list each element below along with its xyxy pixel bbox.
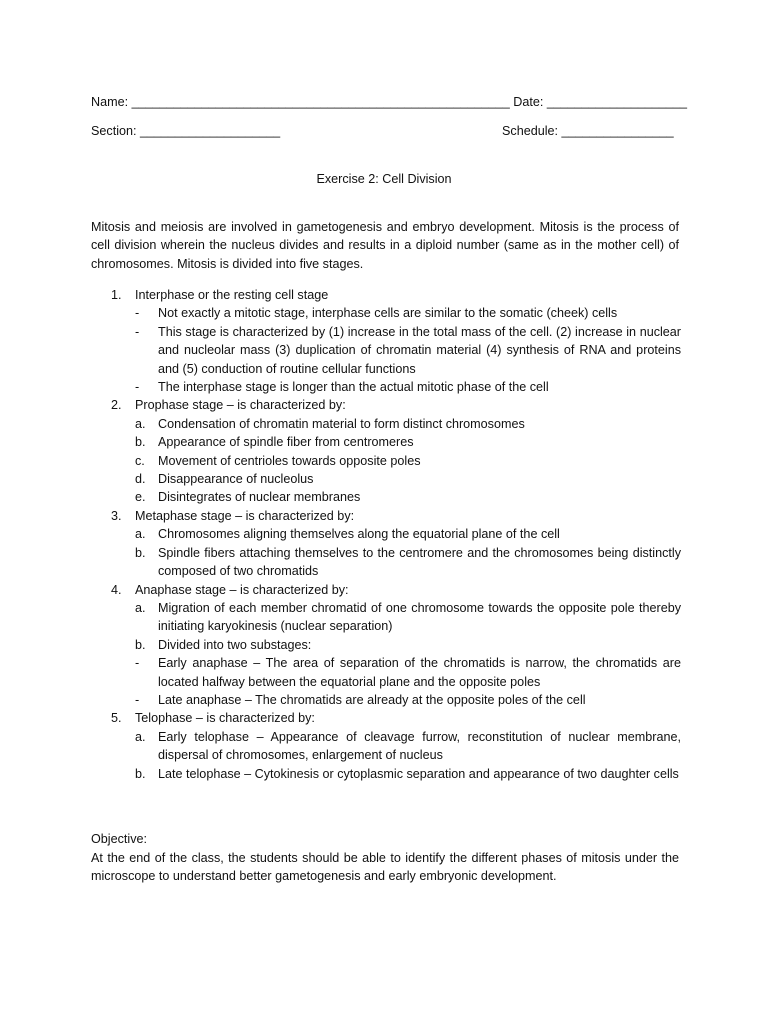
section-line: Section: ____________________ xyxy=(91,124,281,138)
sub-item xyxy=(135,378,681,396)
sub-item-marker: a. xyxy=(135,416,146,431)
sub-item-text: Late anaphase – The chromatids are already at the opposite poles of the cell xyxy=(158,692,586,707)
sub-item-marker: b. xyxy=(135,766,146,781)
sub-item xyxy=(135,452,681,470)
stage-number: 3. xyxy=(111,508,122,523)
page-title: Exercise 2: Cell Division xyxy=(316,172,452,186)
sub-item-marker: d. xyxy=(135,472,146,487)
stage-item xyxy=(91,507,681,581)
stage-number: 4. xyxy=(111,582,122,597)
sub-item-text: The interphase stage is longer than the actual mitotic phase of the cell xyxy=(158,380,549,395)
stage-number: 1. xyxy=(111,288,122,302)
sub-item-text: Movement of centrioles towards opposite poles xyxy=(158,453,421,468)
stage-number: 2. xyxy=(111,398,122,413)
sub-item xyxy=(135,415,681,433)
stage-list xyxy=(91,286,681,783)
sub-item xyxy=(135,765,681,783)
stage-heading: Metaphase stage – is characterized by: xyxy=(135,508,355,523)
sub-item xyxy=(135,544,681,581)
sub-item-text: Early anaphase – The area of separation of the chromatids is narrow, the chromatids are located halfway between the equatorial plane and the opposite poles xyxy=(158,656,681,689)
sub-item-marker: b. xyxy=(135,435,146,450)
stage-item xyxy=(91,709,681,783)
stage-sublist xyxy=(135,415,681,507)
sub-item-text: Early telophase – Appearance of cleavage furrow, reconstitution of nuclear membrane, dispersal of chromosomes, enlargement of nucleus xyxy=(158,729,681,763)
stage-item xyxy=(91,396,681,506)
sub-item-marker: a. xyxy=(135,729,146,744)
sub-item-marker: - xyxy=(135,324,140,339)
schedule-line: Schedule: ________________ xyxy=(502,124,674,138)
sub-item-marker: c. xyxy=(135,453,145,468)
sub-item-text: Spindle fibers attaching themselves to the centromere and the chromosomes being distinctly composed of two chromatids xyxy=(158,545,681,579)
sub-item-text: This stage is characterized by (1) increase in the total mass of the cell. (2) increase in nuclear and nucleolar mass (3) duplication of chromatin material (4) synthesis of RNA and proteins and (5) conduction of routine cellular functions xyxy=(158,324,681,376)
sub-item-marker: a. xyxy=(135,527,146,542)
sub-item-marker: a. xyxy=(135,600,146,615)
stage-heading: Anaphase stage – is characterized by: xyxy=(135,582,349,597)
sub-item xyxy=(135,323,681,378)
objective-text: At the end of the class, the students should be able to identify the different phases of mitosis under the microscope to understand better gametogenesis and early embryonic development. xyxy=(91,851,679,884)
sub-item xyxy=(135,433,681,451)
sub-item xyxy=(135,525,681,543)
sub-item xyxy=(135,636,681,654)
stage-heading: Telophase – is characterized by: xyxy=(135,711,315,726)
sub-item xyxy=(135,691,681,709)
intro-paragraph: Mitosis and meiosis are involved in gametogenesis and embryo development. Mitosis is the process of cell division wherein the nucleus divides and results in a diploid number (same as in the mother cell) of chromosomes. Mitosis is divided into five stages. xyxy=(91,220,679,271)
stage-item xyxy=(91,581,681,710)
sub-item-marker: - xyxy=(135,306,140,321)
sub-item-marker: b. xyxy=(135,637,146,652)
sub-item-marker: b. xyxy=(135,545,146,560)
sub-item-text: Chromosomes aligning themselves along the equatorial plane of the cell xyxy=(158,527,560,542)
stage-number: 5. xyxy=(111,711,122,726)
stage-sublist xyxy=(135,525,681,580)
sub-item-text: Not exactly a mitotic stage, interphase cells are similar to the somatic (cheek) cells xyxy=(158,306,618,321)
stage-sublist xyxy=(135,599,681,709)
sub-item-marker: - xyxy=(135,692,140,707)
stage-heading: Interphase or the resting cell stage xyxy=(135,288,329,302)
sub-item xyxy=(135,599,681,636)
objective-heading: Objective: xyxy=(91,832,147,846)
sub-item xyxy=(135,304,681,322)
sub-item-marker: e. xyxy=(135,490,146,505)
sub-item-text: Disintegrates of nuclear membranes xyxy=(158,490,361,505)
stage-sublist xyxy=(135,728,681,783)
sub-item xyxy=(135,488,681,506)
sub-item-marker: - xyxy=(135,380,140,395)
sub-item xyxy=(135,470,681,488)
sub-item-text: Divided into two substages: xyxy=(158,637,312,652)
sub-item-text: Appearance of spindle fiber from centromeres xyxy=(158,435,414,450)
sub-item-text: Migration of each member chromatid of one chromosome towards the opposite pole thereby initiating karyokinesis (nuclear separation) xyxy=(158,600,681,634)
sub-item xyxy=(135,654,681,691)
sub-item-text: Condensation of chromatin material to form distinct chromosomes xyxy=(158,416,525,431)
stage-sublist xyxy=(135,304,681,396)
sub-item-text: Disappearance of nucleolus xyxy=(158,472,314,487)
sub-item-text: Late telophase – Cytokinesis or cytoplasmic separation and appearance of two daughter cells xyxy=(158,766,679,781)
sub-item xyxy=(135,728,681,765)
name-date-line: Name: ______________________________________________________ Date: ____________________ xyxy=(91,95,687,109)
stage-item xyxy=(91,286,681,396)
stage-heading: Prophase stage – is characterized by: xyxy=(135,398,346,413)
sub-item-marker: - xyxy=(135,656,140,671)
